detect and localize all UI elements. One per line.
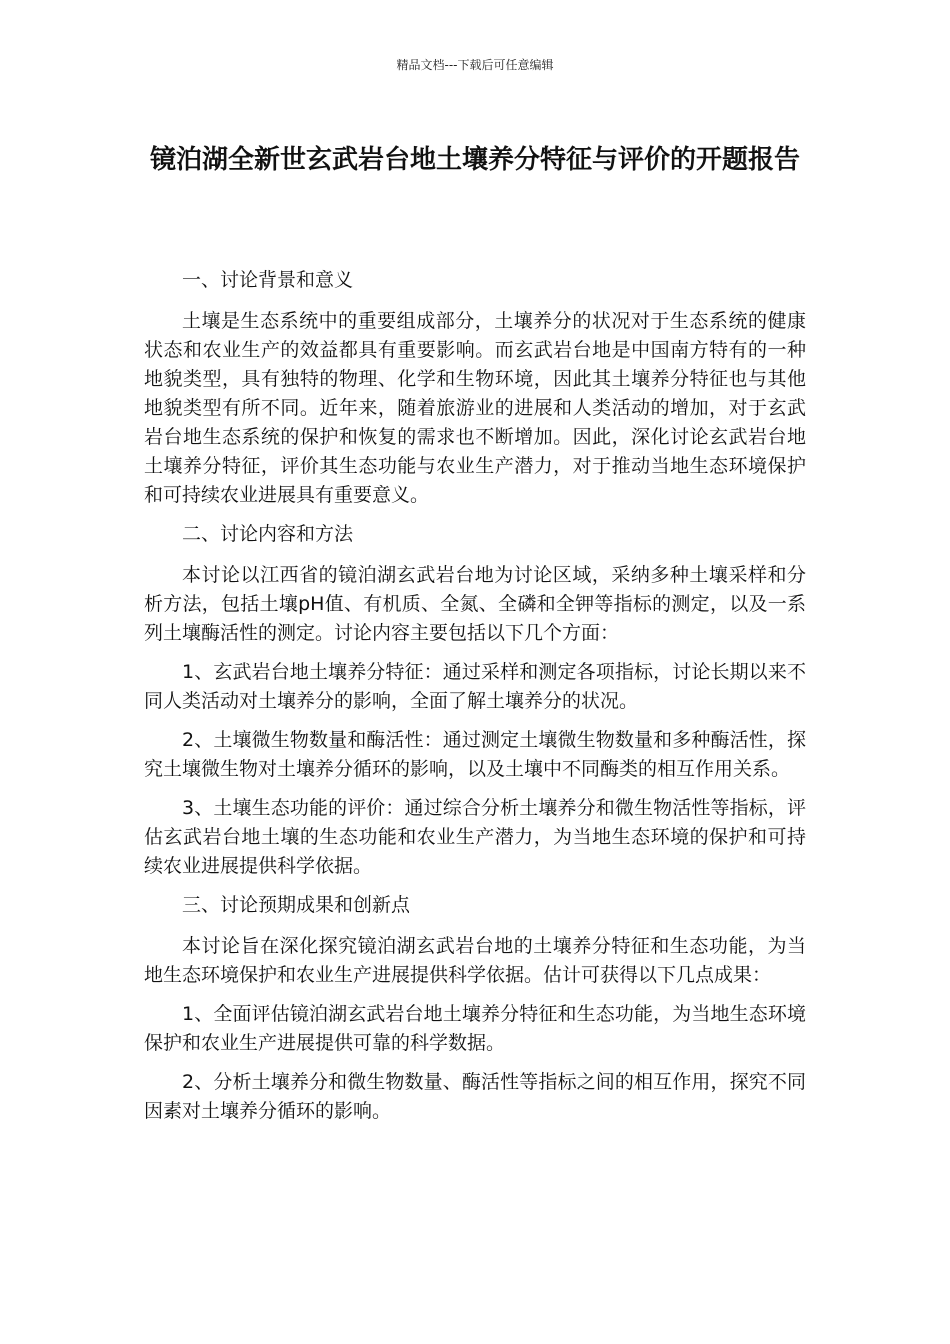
- list-item-content-1: 1、玄武岩台地土壤养分特征：通过采样和测定各项指标，讨论长期以来不同人类活动对土壤养分的影响，全面了解土壤养分的状况。: [144, 661, 806, 712]
- list-item-results-1: 1、全面评估镜泊湖玄武岩台地土壤养分特征和生态功能，为当地生态环境保护和农业生产进展提供可靠的科学数据。: [144, 1003, 806, 1054]
- section-heading-background: 一、讨论背景和意义: [182, 269, 354, 291]
- header-note: 精品文档---下载后可任意编辑: [396, 58, 554, 72]
- list-item-content-3: 3、土壤生态功能的评价：通过综合分析土壤养分和微生物活性等指标，评估玄武岩台地土壤的生态功能和农业生产潜力，为当地生态环境的保护和可持续农业进展提供科学依据。: [144, 797, 806, 877]
- document-title: 镜泊湖全新世玄武岩台地土壤养分特征与评价的开题报告: [149, 145, 800, 175]
- section-heading-content-methods: 二、讨论内容和方法: [182, 523, 354, 545]
- list-item-content-2: 2、土壤微生物数量和酶活性：通过测定土壤微生物数量和多种酶活性，探究土壤微生物对土壤养分循环的影响，以及土壤中不同酶类的相互作用关系。: [144, 729, 806, 780]
- paragraph-content-intro: 本讨论以江西省的镜泊湖玄武岩台地为讨论区域，采纳多种土壤采样和分析方法，包括土壤pH值、有机质、全氮、全磷和全钾等指标的测定，以及一系列土壤酶活性的测定。讨论内容主要包括以下几个方面：: [144, 564, 806, 644]
- section-heading-expected-results: 三、讨论预期成果和创新点: [182, 894, 411, 916]
- list-item-results-2: 2、分析土壤养分和微生物数量、酶活性等指标之间的相互作用，探究不同因素对土壤养分循环的影响。: [144, 1071, 806, 1122]
- paragraph-results-intro: 本讨论旨在深化探究镜泊湖玄武岩台地的土壤养分特征和生态功能，为当地生态环境保护和农业生产进展提供科学依据。估计可获得以下几点成果：: [144, 935, 806, 986]
- document-body: [144, 266, 806, 1136]
- paragraph-background: 土壤是生态系统中的重要组成部分，土壤养分的状况对于生态系统的健康状态和农业生产的效益都具有重要影响。而玄武岩台地是中国南方特有的一种地貌类型，具有独特的物理、化学和生物环境，因此其土壤养分特征也与其他地貌类型有所不同。近年来，随着旅游业的进展和人类活动的增加，对于玄武岩台地生态系统的保护和恢复的需求也不断增加。因此，深化讨论玄武岩台地土壤养分特征，评价其生态功能与农业生产潜力，对于推动当地生态环境保护和可持续农业进展具有重要意义。: [144, 310, 806, 506]
